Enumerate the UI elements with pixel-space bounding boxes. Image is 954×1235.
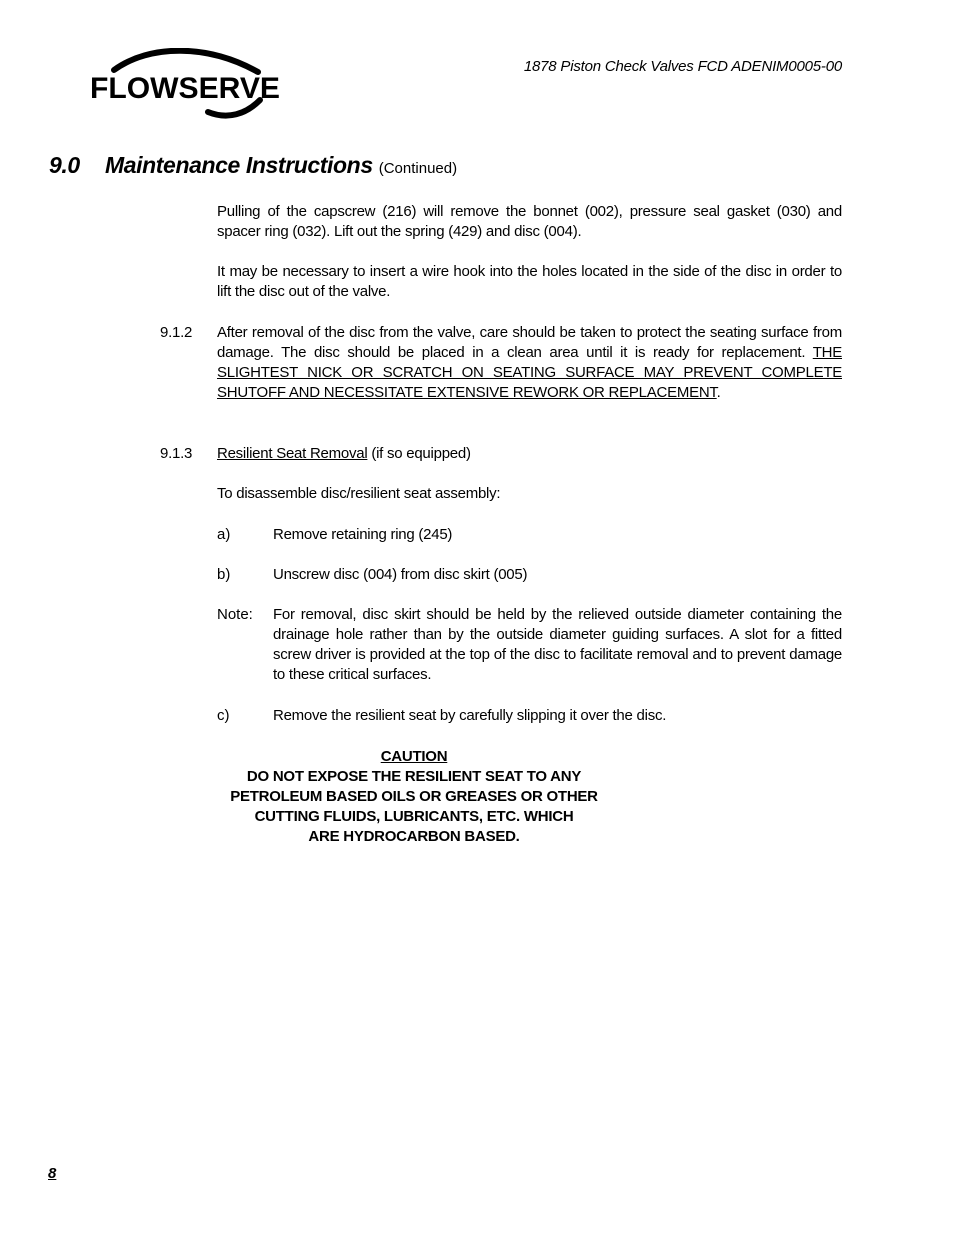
page-number: 8 [48, 1165, 57, 1182]
subsection-qualifier: (if so equipped) [367, 445, 471, 462]
continued-label: (Continued) [378, 160, 458, 177]
subsection-heading-913 [217, 444, 842, 464]
warning-emphasis: THE SLIGHTEST NICK OR SCRATCH ON SEATING SURFACE MAY PREVENT COMPLETE SHUTOFF AND NECESSITATE EXTENSIVE REWORK OR REPLACEMENT [217, 344, 842, 401]
logo-text: FLOWSERVE [90, 72, 280, 105]
step-text: Unscrew disc (004) from disc skirt (005) [273, 566, 528, 583]
step-label: c) [217, 707, 230, 724]
subsection-title: Resilient Seat Removal [217, 445, 368, 462]
flowserve-logo [88, 48, 284, 124]
disassembly-intro: To disassemble disc/resilient seat assembly: [217, 485, 501, 502]
section-number: 9.0 [49, 152, 80, 178]
document-reference: 1878 Piston Check Valves FCD ADENIM0005-00 [523, 58, 842, 75]
caution-line: ARE HYDROCARBON BASED. [308, 828, 520, 845]
caution-heading: CAUTION [380, 748, 448, 765]
step-label: a) [217, 526, 231, 543]
note-label: Note: [217, 606, 253, 623]
paragraph-wire-hook: It may be necessary to insert a wire hook into the holes located in the side of the disc in order to lift the disc out of the valve. [217, 263, 842, 300]
section-heading [49, 152, 457, 179]
step-label: b) [217, 566, 231, 583]
step-text: Remove retaining ring (245) [273, 526, 453, 543]
paragraph-disc-protection [217, 323, 842, 403]
disc-protection-text: After removal of the disc from the valve, care should be taken to protect the seating surface from damage. The disc should be placed in a clean area until it is ready for replacement. [217, 324, 842, 361]
subsection-number-913: 9.1.3 [160, 445, 193, 462]
caution-line: PETROLEUM BASED OILS OR GREASES OR OTHER [230, 788, 598, 805]
caution-line: CUTTING FLUIDS, LUBRICANTS, ETC. WHICH [254, 808, 574, 825]
section-title: Maintenance Instructions [105, 152, 373, 178]
caution-line: DO NOT EXPOSE THE RESILIENT SEAT TO ANY [246, 768, 582, 785]
step-text: Remove the resilient seat by carefully slipping it over the disc. [273, 707, 667, 724]
caution-block [214, 747, 614, 847]
paragraph-bonnet-removal: Pulling of the capscrew (216) will remove the bonnet (002), pressure seal gasket (030) and spacer ring (032). Lift out the spring (429) and disc (004). [217, 203, 842, 240]
sentence-end: . [716, 384, 721, 401]
note-text: For removal, disc skirt should be held by the relieved outside diameter containing the drainage hole rather than by the outside diameter guiding surfaces. A slot for a fitted screw driver is provided at the top of the disc to facilitate removal and to prevent damage to these critical surfaces. [273, 606, 842, 683]
subsection-number-912: 9.1.2 [160, 324, 193, 341]
